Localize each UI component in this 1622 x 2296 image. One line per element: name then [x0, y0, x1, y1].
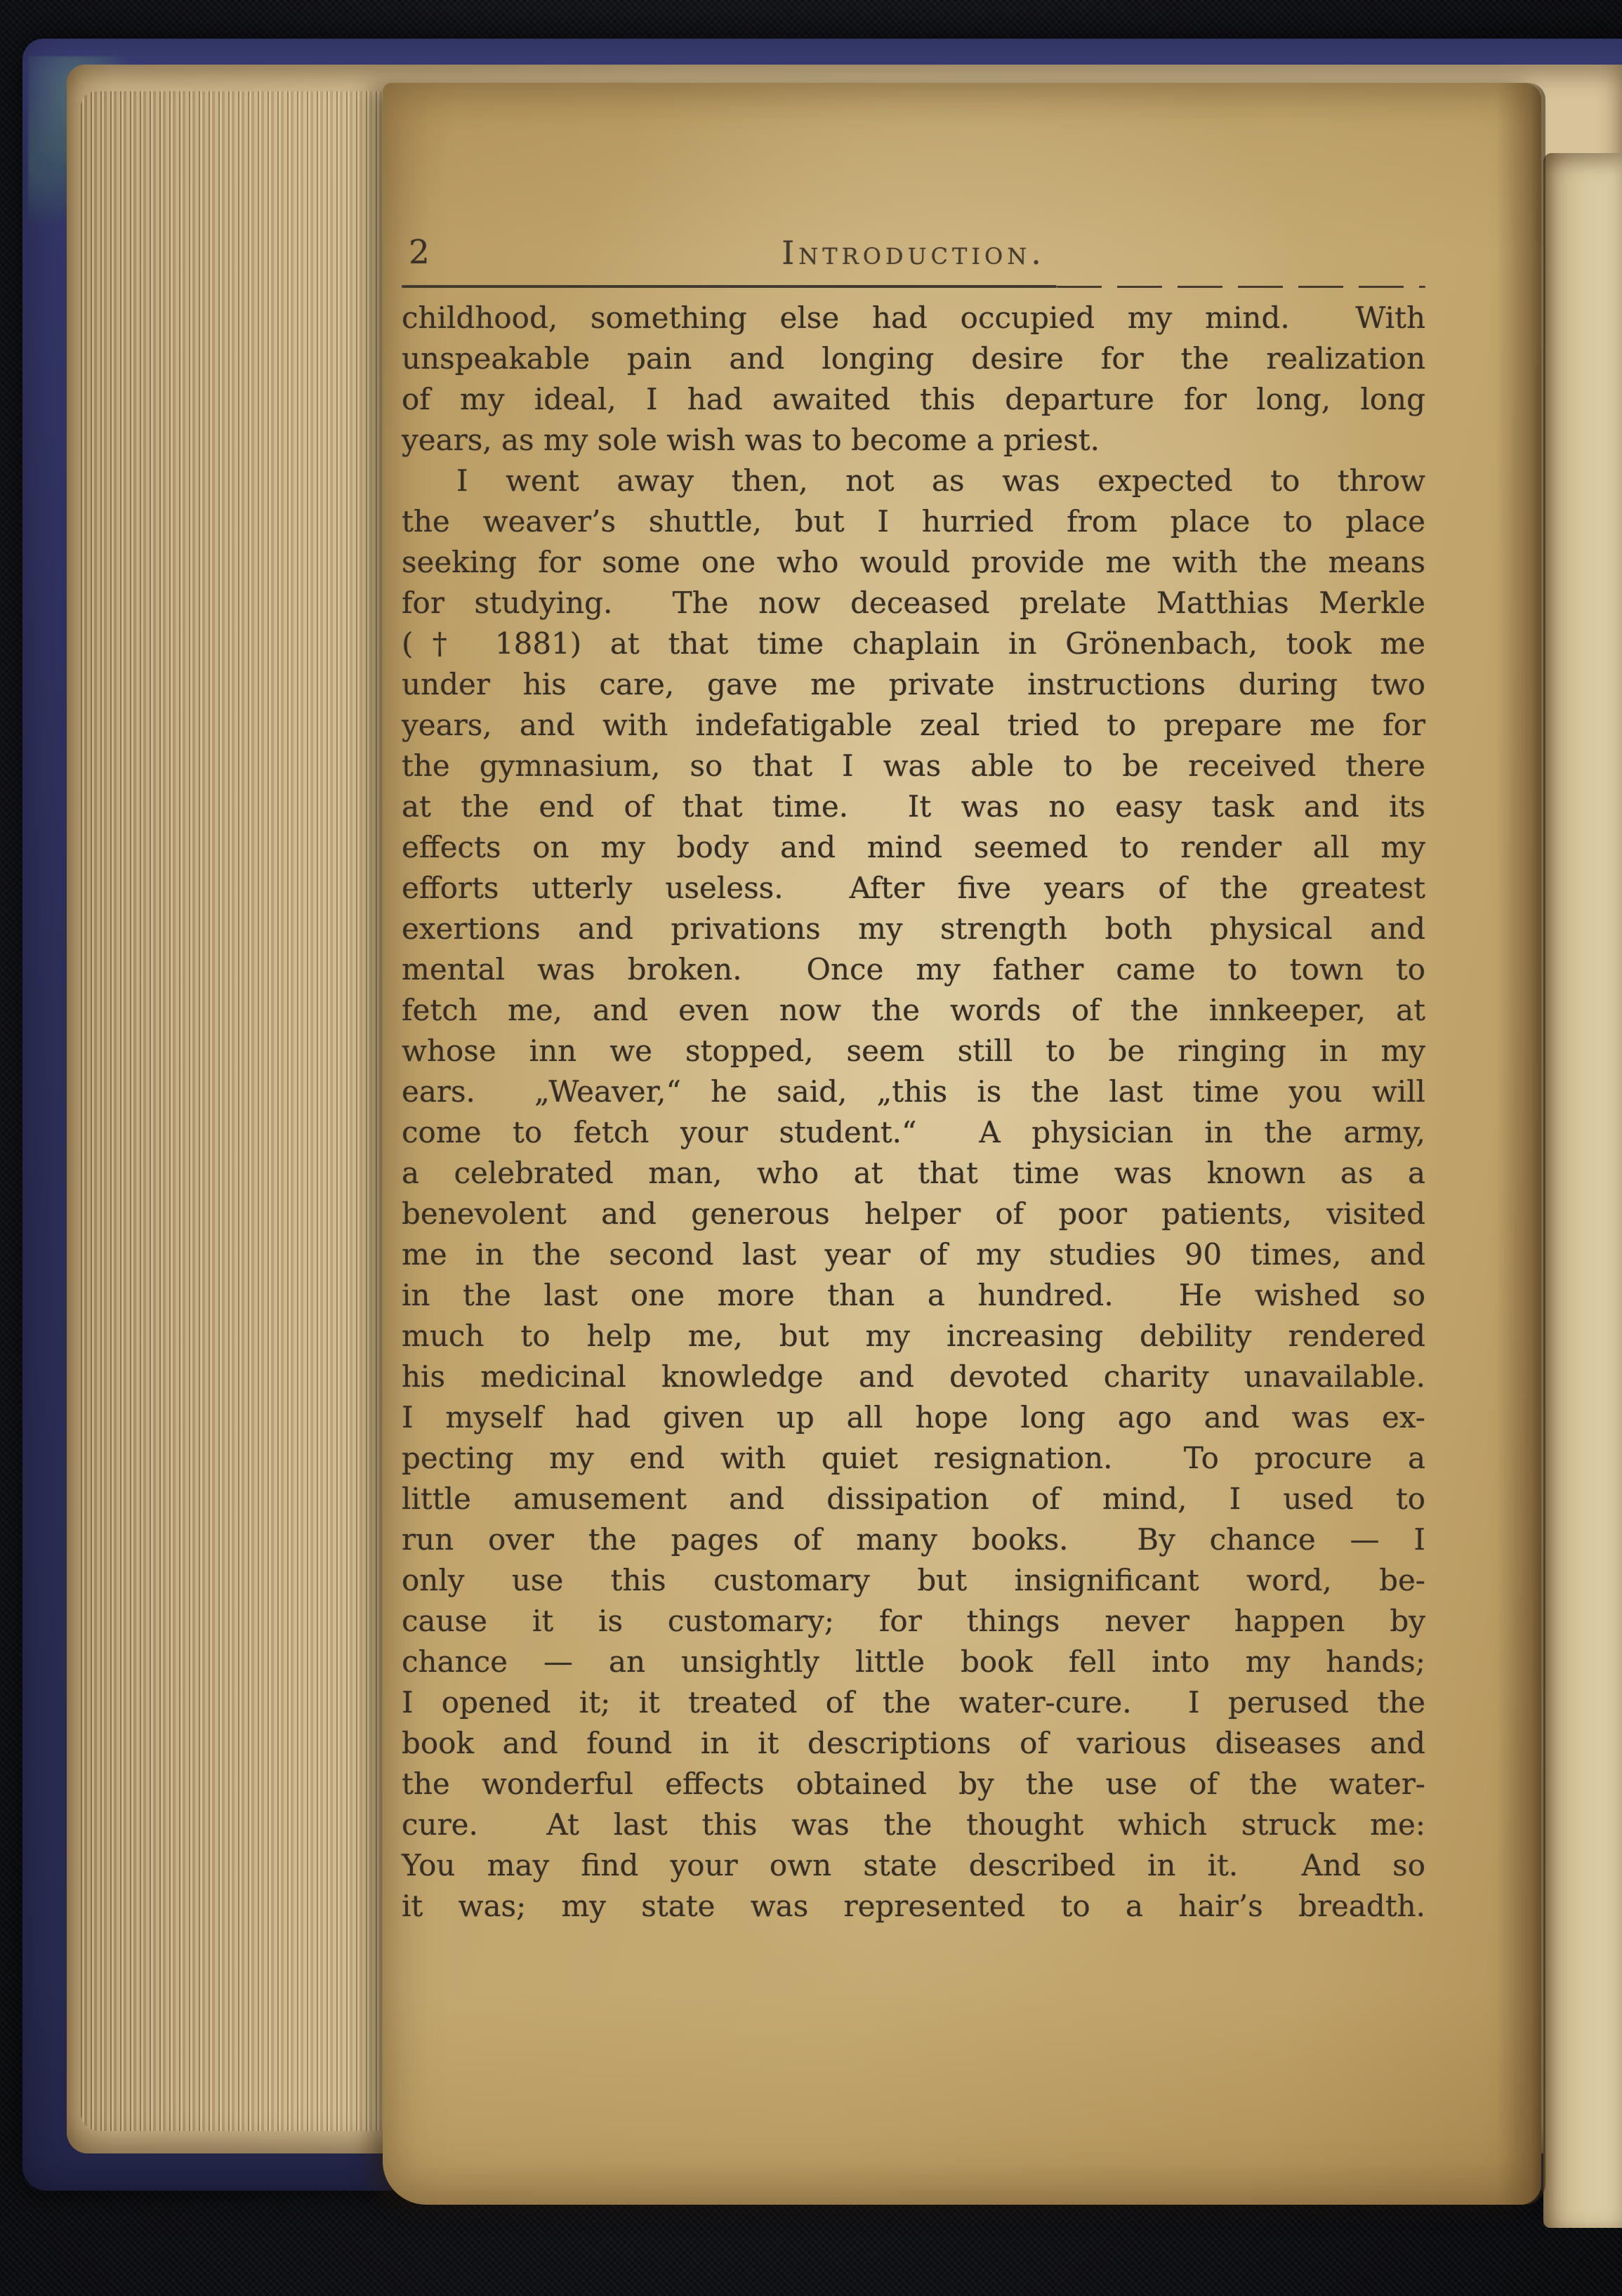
text-line: of my ideal, I had awaited this departure for long, long	[402, 382, 1425, 416]
text-line: seeking for some one who would provide me with the means	[402, 545, 1425, 579]
page-number: 2	[409, 233, 430, 272]
text-line: at the end of that time. It was no easy task and its	[402, 789, 1425, 824]
text-line: his medicinal knowledge and devoted charity unavailable.	[402, 1359, 1425, 1394]
text-line: little amusement and dissipation of mind, I used to	[402, 1482, 1425, 1516]
text-line: pecting my end with quiet resignation. To procure a	[402, 1441, 1425, 1475]
running-header	[402, 232, 1425, 274]
text-line: exertions and privations my strength both physical and	[402, 911, 1425, 946]
text-line: come to fetch your student.“ A physician in the army,	[402, 1115, 1425, 1149]
text-line: I went away then, not as was expected to throw	[456, 463, 1425, 498]
text-line: only use this customary but insignificant word, be-	[402, 1563, 1425, 1597]
text-line: much to help me, but my increasing debility rendered	[402, 1319, 1425, 1353]
header-rule-solid	[402, 285, 1057, 288]
text-line: run over the pages of many books. By chance — I	[402, 1522, 1425, 1557]
facing-page-edge	[1543, 153, 1622, 2228]
running-title: Introduction.	[782, 234, 1046, 272]
text-line: benevolent and generous helper of poor patients, visited	[402, 1196, 1425, 1231]
text-line: unspeakable pain and longing desire for the realization	[402, 341, 1425, 376]
text-line: me in the second last year of my studies 90 times, and	[402, 1237, 1425, 1272]
book-page	[383, 83, 1541, 2205]
text-line: cause it is customary; for things never happen by	[402, 1604, 1425, 1638]
text-line: in the last one more than a hundred. He wished so	[402, 1278, 1425, 1312]
text-line: cure. At last this was the thought which struck me:	[402, 1807, 1425, 1842]
text-line: a celebrated man, who at that time was known as a	[402, 1156, 1425, 1190]
header-rule	[402, 285, 1425, 289]
text-line: ears. „Weaver,“ he said, „this is the last time you will	[402, 1074, 1425, 1109]
text-line: the gymnasium, so that I was able to be received there	[402, 748, 1425, 783]
text-line: years, as my sole wish was to become a priest.	[402, 423, 1100, 457]
text-line: You may find your own state described in it. And so	[402, 1848, 1425, 1882]
text-line: I myself had given up all hope long ago and was ex-	[402, 1400, 1425, 1434]
text-line: mental was broken. Once my father came to town to	[402, 952, 1425, 987]
text-line: efforts utterly useless. After five years of the greatest	[402, 871, 1425, 905]
text-line: fetch me, and even now the words of the innkeeper, at	[402, 993, 1425, 1027]
fore-edge-page-edges	[81, 91, 393, 2131]
text-line: childhood, something else had occupied my mind. With	[402, 301, 1425, 335]
text-line: it was; my state was represented to a hair’s breadth.	[402, 1889, 1425, 1923]
gutter-shadow	[1496, 83, 1545, 2205]
text-line: under his care, gave me private instructions during two	[402, 667, 1425, 701]
text-line: whose inn we stopped, seem still to be ringing in my	[402, 1034, 1425, 1068]
header-rule-dashes	[1057, 286, 1425, 288]
text-line: effects on my body and mind seemed to render all my	[402, 830, 1425, 864]
text-line: for studying. The now deceased prelate Matthias Merkle	[402, 586, 1425, 620]
page-content	[402, 83, 1425, 1927]
text-line: the weaver’s shuttle, but I hurried from place to place	[402, 504, 1425, 539]
text-line: years, and with indefatigable zeal tried to prepare me for	[402, 708, 1425, 742]
text-line: († 1881) at that time chaplain in Grönenbach, took me	[402, 626, 1425, 661]
body-text	[402, 298, 1425, 1927]
text-line: chance — an unsightly little book fell into my hands;	[402, 1644, 1425, 1679]
text-line: book and found in it descriptions of various diseases and	[402, 1726, 1425, 1760]
text-line: the wonderful effects obtained by the use of the water-	[402, 1767, 1425, 1801]
text-line: I opened it; it treated of the water-cure. I perused the	[402, 1685, 1425, 1720]
